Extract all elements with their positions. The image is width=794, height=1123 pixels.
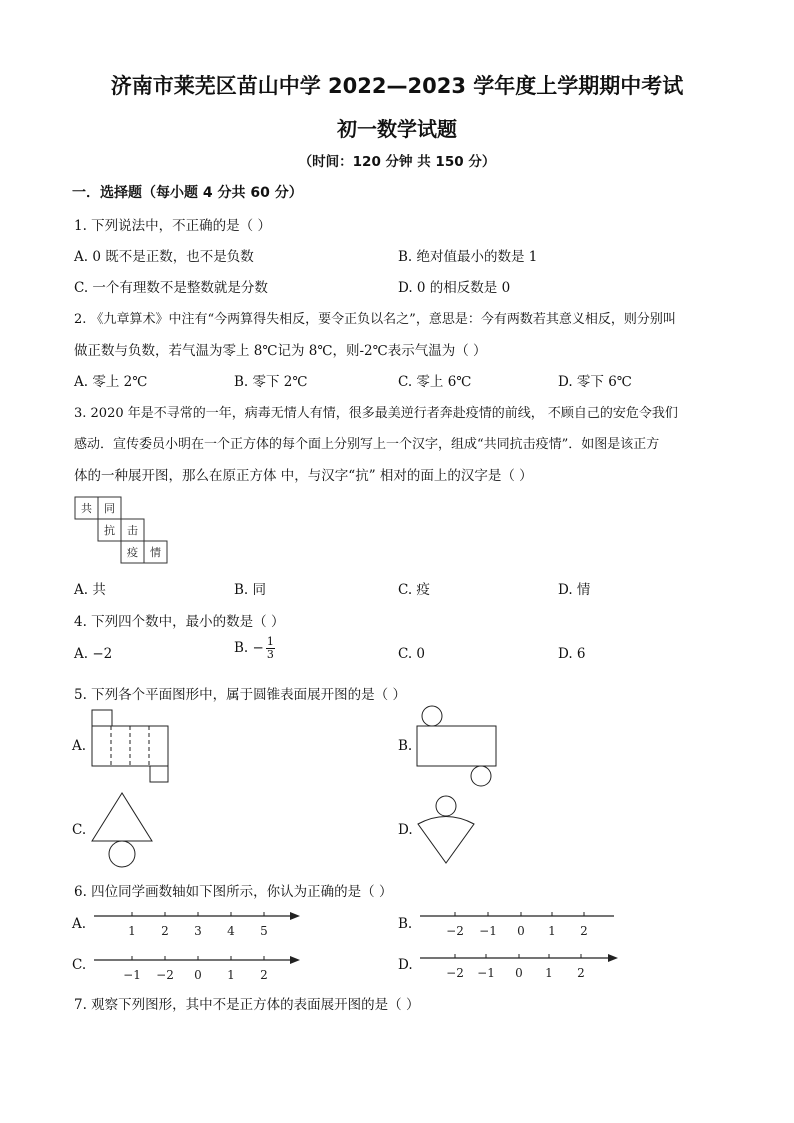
q3-option-a: A. 共 [74,582,106,598]
q3-stem-line2: 感动．宣传委员小明在一个正方体的每个面上分别写上一个汉字，组成“共同抗击疫情”．如图是该正方 [74,437,660,452]
axis-d-label-3: 0 [515,966,523,980]
q5-stem: 5. 下列各个平面图形中，属于圆锥表面展开图的是（ ） [74,687,406,703]
q5-label-d: D. [398,822,413,838]
q6-label-c: C. [72,957,87,973]
net-face-3: 抗 [104,524,115,537]
axis-c-label-3: 0 [194,968,202,982]
q3-stem-line3: 体的一种展开图，那么在原正方体 中，与汉字“抗” 相对的面上的汉字是（ ） [74,468,533,484]
q6-axis-d [418,950,622,984]
q6-label-b: B. [398,916,413,932]
q5-figure-d [414,795,484,867]
q5-label-b: B. [398,738,413,754]
axis-c-label-1: −1 [123,968,141,982]
q3-option-d: D. 情 [558,582,591,598]
q5-figure-b [414,704,500,790]
fraction-denominator: 3 [266,648,274,661]
fraction-numerator: 1 [266,635,274,648]
net-face-1: 共 [81,502,92,515]
axis-a-label-2: 2 [161,924,169,938]
q3-option-b: B. 同 [234,582,267,598]
q2-stem-line1: 2. 《九章算术》中注有“今两算得失相反，要令正负以名之”，意思是：今有两数若其意义相反，则分别叫 [74,312,676,327]
axis-d-label-1: −2 [446,966,464,980]
q6-axis-b [418,908,618,942]
axis-c-label-4: 1 [227,968,235,982]
axis-b-label-3: 0 [517,924,525,938]
q1-stem: 1. 下列说法中，不正确的是（ ） [74,218,271,234]
q4-option-d: D. 6 [558,646,586,662]
q2-option-c: C. 零上 6℃ [398,374,472,390]
net-face-2: 同 [104,502,115,515]
axis-b-label-4: 1 [548,924,556,938]
q5-label-c: C. [72,822,87,838]
q5-figure-c [90,791,156,869]
axis-a-label-3: 3 [194,924,202,938]
section-title: 一．选择题（每小题 4 分共 60 分） [72,185,303,201]
net-face-4: 击 [127,524,138,537]
exam-subtitle: 初一数学试题 [337,117,457,141]
q6-axis-c [92,952,302,986]
q4-option-b [234,636,275,661]
q4-option-a: A. −2 [74,646,113,662]
q4-stem: 4. 下列四个数中，最小的数是（ ） [74,614,285,630]
net-face-5: 疫 [127,546,138,559]
axis-d-label-2: −1 [477,966,495,980]
q7-stem: 7. 观察下列图形，其中不是正方体的表面展开图的是（ ） [74,997,420,1013]
q2-stem-line2: 做正数与负数，若气温为零上 8℃记为 8℃，则-2℃表示气温为（ ） [74,343,487,359]
q2-option-b: B. 零下 2℃ [234,374,308,390]
q2-option-d: D. 零下 6℃ [558,374,632,390]
cube-net-figure [74,496,170,566]
q4-option-c: C. 0 [398,646,426,662]
exam-info: （时间：120 分钟 共 150 分） [298,154,496,170]
axis-b-label-5: 2 [580,924,588,938]
q5-figure-a [88,708,174,786]
q4-option-b-prefix: B. − [234,640,264,656]
q1-option-c: C. 一个有理数不是整数就是分数 [74,280,268,296]
q2-option-a: A. 零上 2℃ [74,374,148,390]
exam-title: 济南市莱芜区苗山中学 2022—2023 学年度上学期期中考试 [110,74,684,98]
q6-stem: 6. 四位同学画数轴如下图所示，你认为正确的是（ ） [74,884,393,900]
q1-option-b: B. 绝对值最小的数是 1 [398,249,538,265]
net-face-6: 情 [150,546,161,559]
q6-label-d: D. [398,957,413,973]
axis-b-label-1: −2 [446,924,464,938]
axis-c-label-5: 2 [260,968,268,982]
fraction [266,636,275,661]
q6-label-a: A. [72,916,87,932]
axis-c-label-2: −2 [156,968,174,982]
axis-d-label-4: 1 [545,966,553,980]
axis-a-label-1: 1 [128,924,136,938]
q3-option-c: C. 疫 [398,582,430,598]
axis-b-label-2: −1 [479,924,497,938]
axis-a-label-4: 4 [227,924,235,938]
axis-d-label-5: 2 [577,966,585,980]
axis-a-label-5: 5 [260,924,268,938]
q6-axis-a [92,908,302,942]
q1-option-a: A. 0 既不是正数，也不是负数 [74,249,254,265]
q5-label-a: A. [72,738,87,754]
q3-stem-line1: 3. 2020 年是不寻常的一年，病毒无情人有情，很多最美逆行者奔赴疫情的前线， 不顾自己的安危令我们 [74,406,678,421]
q1-option-d: D. 0 的相反数是 0 [398,280,511,296]
